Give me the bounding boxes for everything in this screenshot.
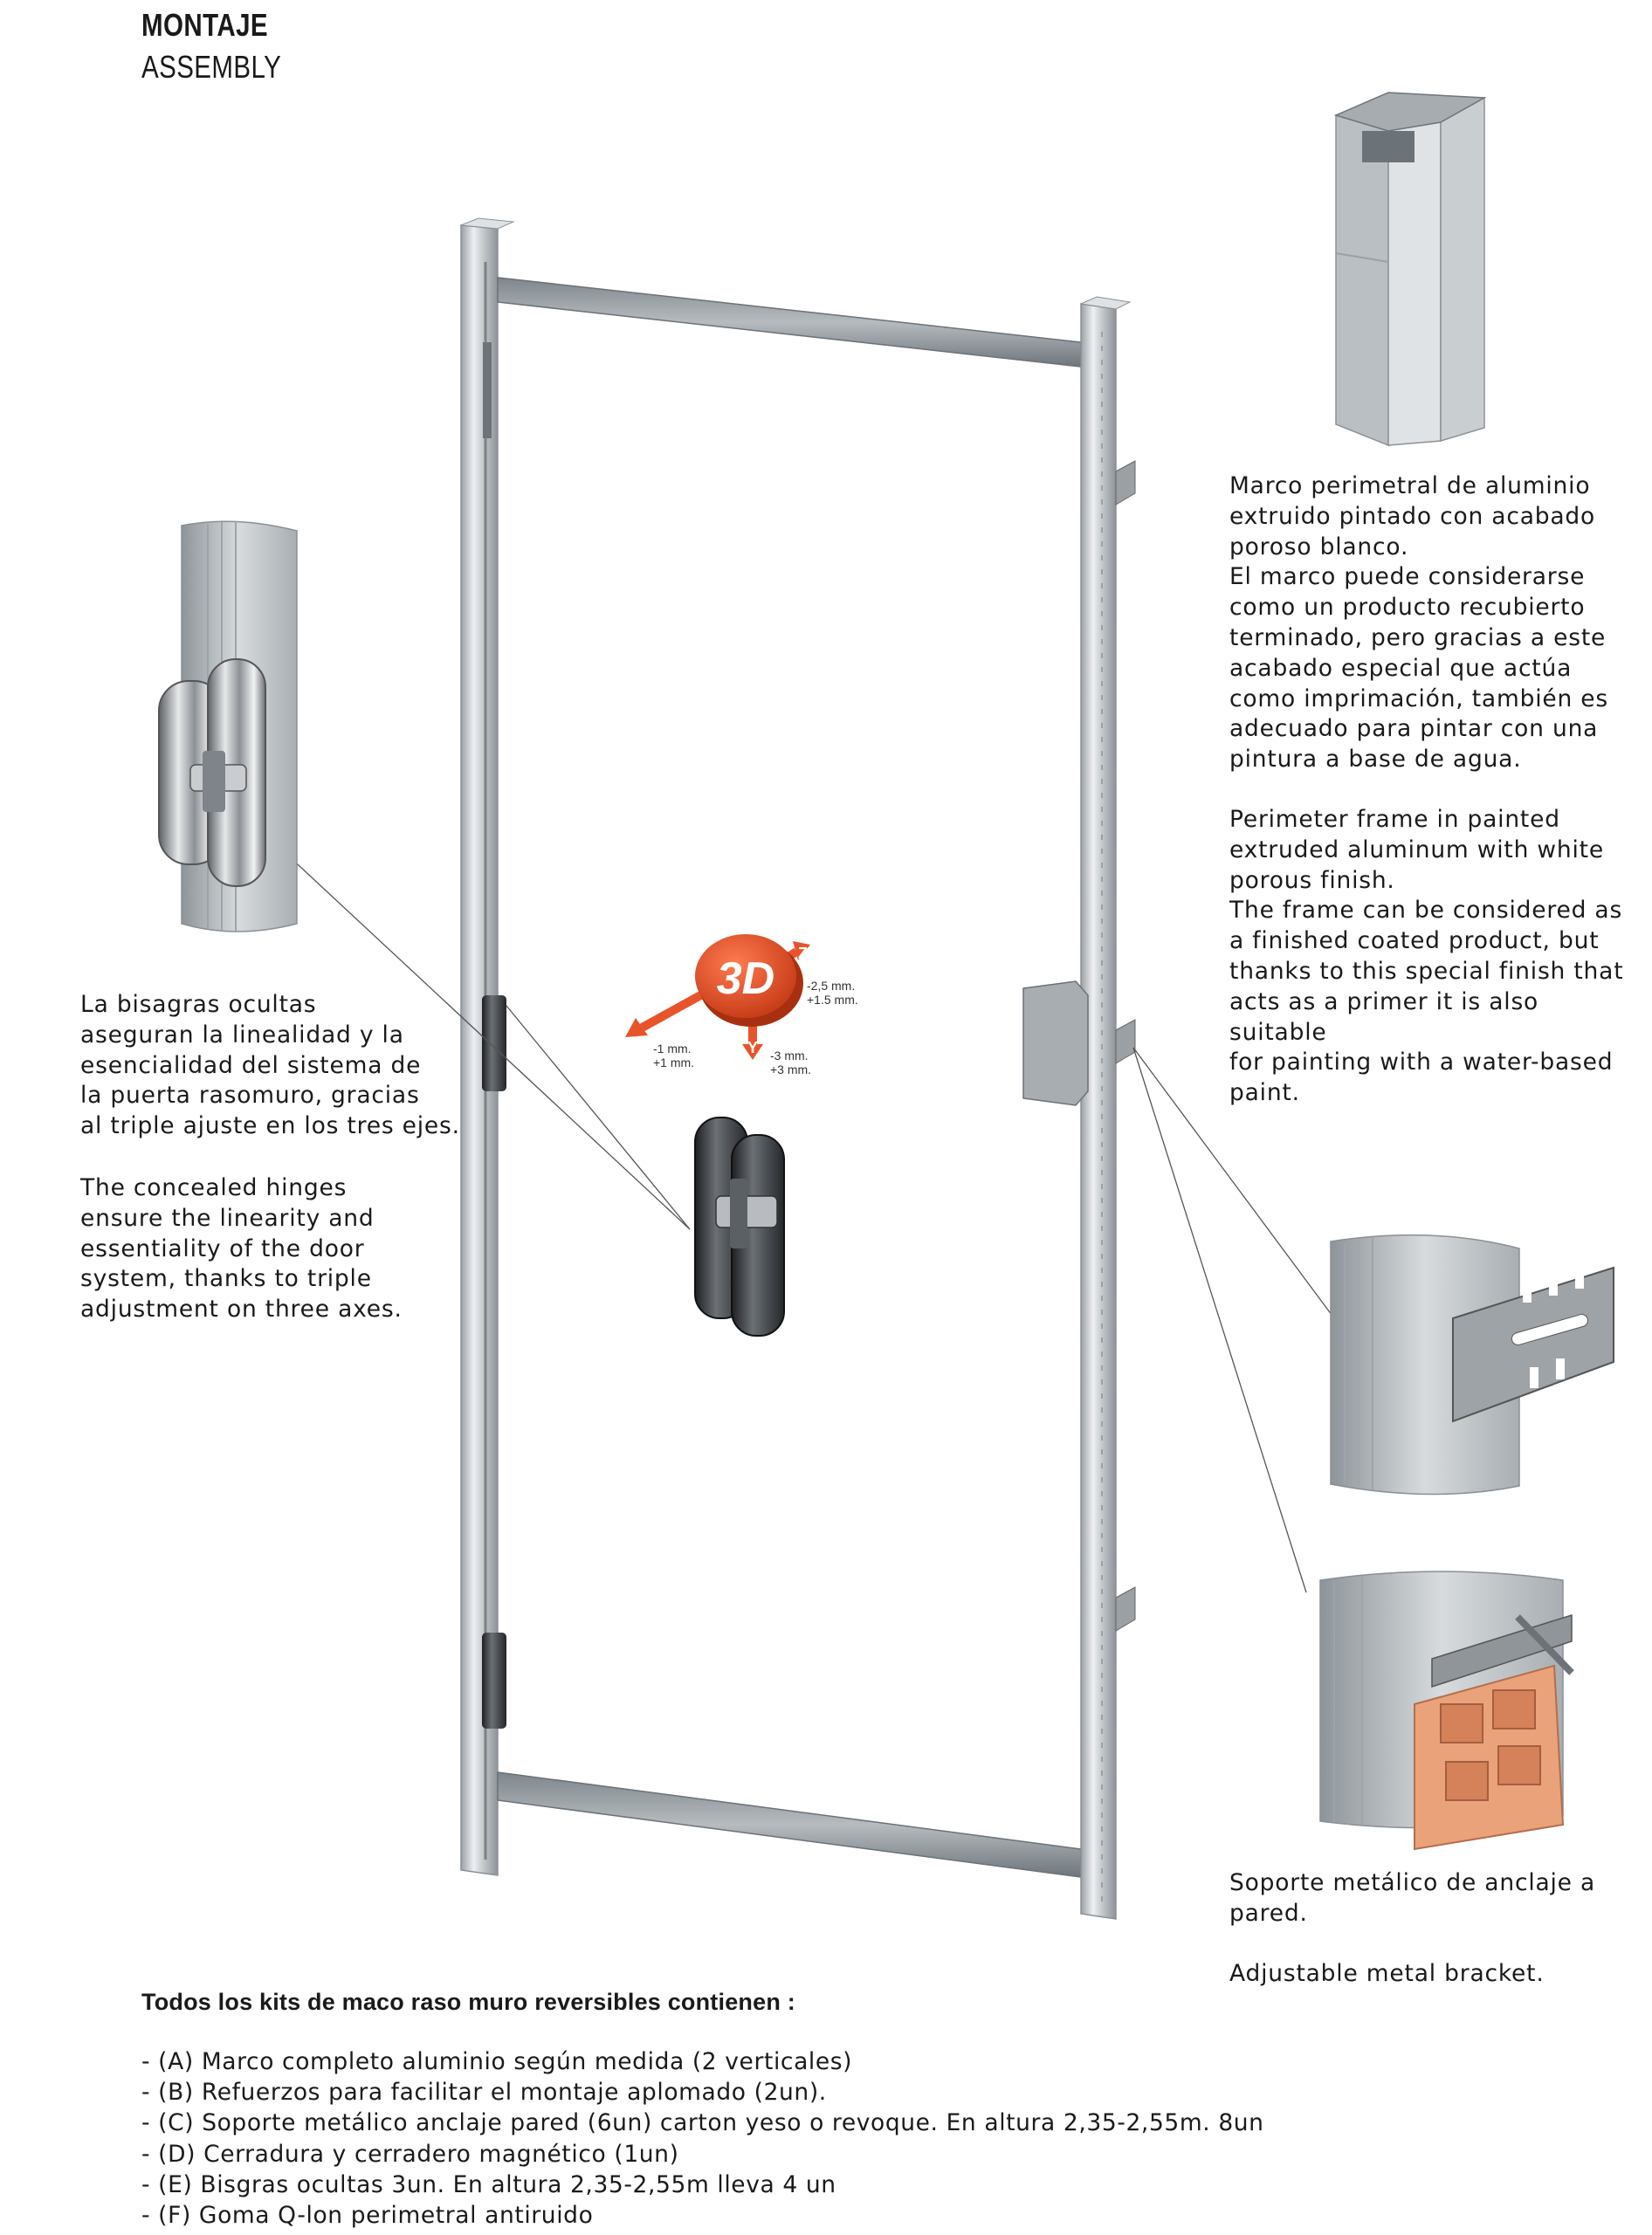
badge-3d-label: 3D xyxy=(716,953,775,1004)
kit-contents-list xyxy=(141,2046,1264,2231)
top-crossbar xyxy=(498,278,1081,367)
frame-description-en: Perimeter frame in painted extruded aluminum with white porous finish. The frame can be considered as a finished coated product, but thanks to this special finish that acts as a primer it is also suitable for painting with a water-based paint. xyxy=(1229,806,1624,1107)
list-item: - (B) Refuerzos para facilitar el montaje aplomado (2un). xyxy=(141,2079,827,2107)
svg-text:Y: Y xyxy=(747,1039,759,1056)
list-item: - (E) Bisgras ocultas 3un. En altura 2,35-2,55m lleva 4 un xyxy=(141,2170,836,2198)
list-item: - (A) Marco completo aluminio según medida (2 verticales) xyxy=(141,2048,853,2075)
wall-bracket-image xyxy=(1331,1235,1614,1495)
frame-profile-image xyxy=(1336,93,1484,445)
page-subtitle: ASSEMBLY xyxy=(141,49,282,85)
right-vertical-profile xyxy=(1023,297,1135,1919)
hinge-description-en: The concealed hinges ensure the linearity and essentiality of the door system, thanks to triple adjustment on three axes. xyxy=(80,1174,403,1324)
svg-text:+3 mm.: +3 mm. xyxy=(770,1062,812,1076)
svg-text:+1.5 mm.: +1.5 mm. xyxy=(807,993,858,1007)
bracket-description-en: Adjustable metal bracket. xyxy=(1229,1960,1545,1987)
page-title: MONTAJE xyxy=(141,7,269,43)
lock-plate xyxy=(1023,981,1088,1105)
bottom-crossbar xyxy=(498,1772,1081,1877)
svg-text:-1 mm.: -1 mm. xyxy=(653,1042,692,1056)
hinge-description-es: La bisagras ocultas aseguran la linealidad y la esencialidad del sistema de la puerta rasomuro, gracias al triple ajuste en los tres ejes. xyxy=(80,991,460,1140)
svg-text:-2,5 mm.: -2,5 mm. xyxy=(807,979,856,993)
list-item: - (F) Goma Q-lon perimetral antiruido xyxy=(141,2202,594,2230)
svg-text:X: X xyxy=(674,1013,685,1030)
kit-contents-title: Todos los kits de maco raso muro reversibles contienen : xyxy=(141,1989,795,2015)
bracket-description-es: Soporte metálico de anclaje a pared. xyxy=(1229,1869,1596,1927)
svg-text:Z: Z xyxy=(798,945,808,962)
hinge-closeup-image xyxy=(159,521,297,932)
list-item: - (C) Soporte metálico anclaje pared (6un) carton yeso o revoque. En altura 2,35-2,55m. 8un xyxy=(141,2109,1264,2137)
svg-text:+1 mm.: +1 mm. xyxy=(653,1056,695,1069)
svg-text:-3 mm.: -3 mm. xyxy=(770,1049,809,1062)
frame-description-es: Marco perimetral de aluminio extruido pintado con acabado poroso blanco. El marco puede considerarse como un producto recubierto terminado, pero gracias a este acabado especial que actúa como imprimación, también es adecuado para pintar con una pintura a base de agua. xyxy=(1229,472,1608,774)
3d-adjustment-badge xyxy=(625,934,858,1076)
wall-anchor-image xyxy=(1320,1571,1572,1849)
concealed-hinge-image xyxy=(695,1118,784,1336)
list-item: - (D) Cerradura y cerradero magnético (1un) xyxy=(141,2140,679,2168)
hinge-lower xyxy=(482,1633,506,1729)
